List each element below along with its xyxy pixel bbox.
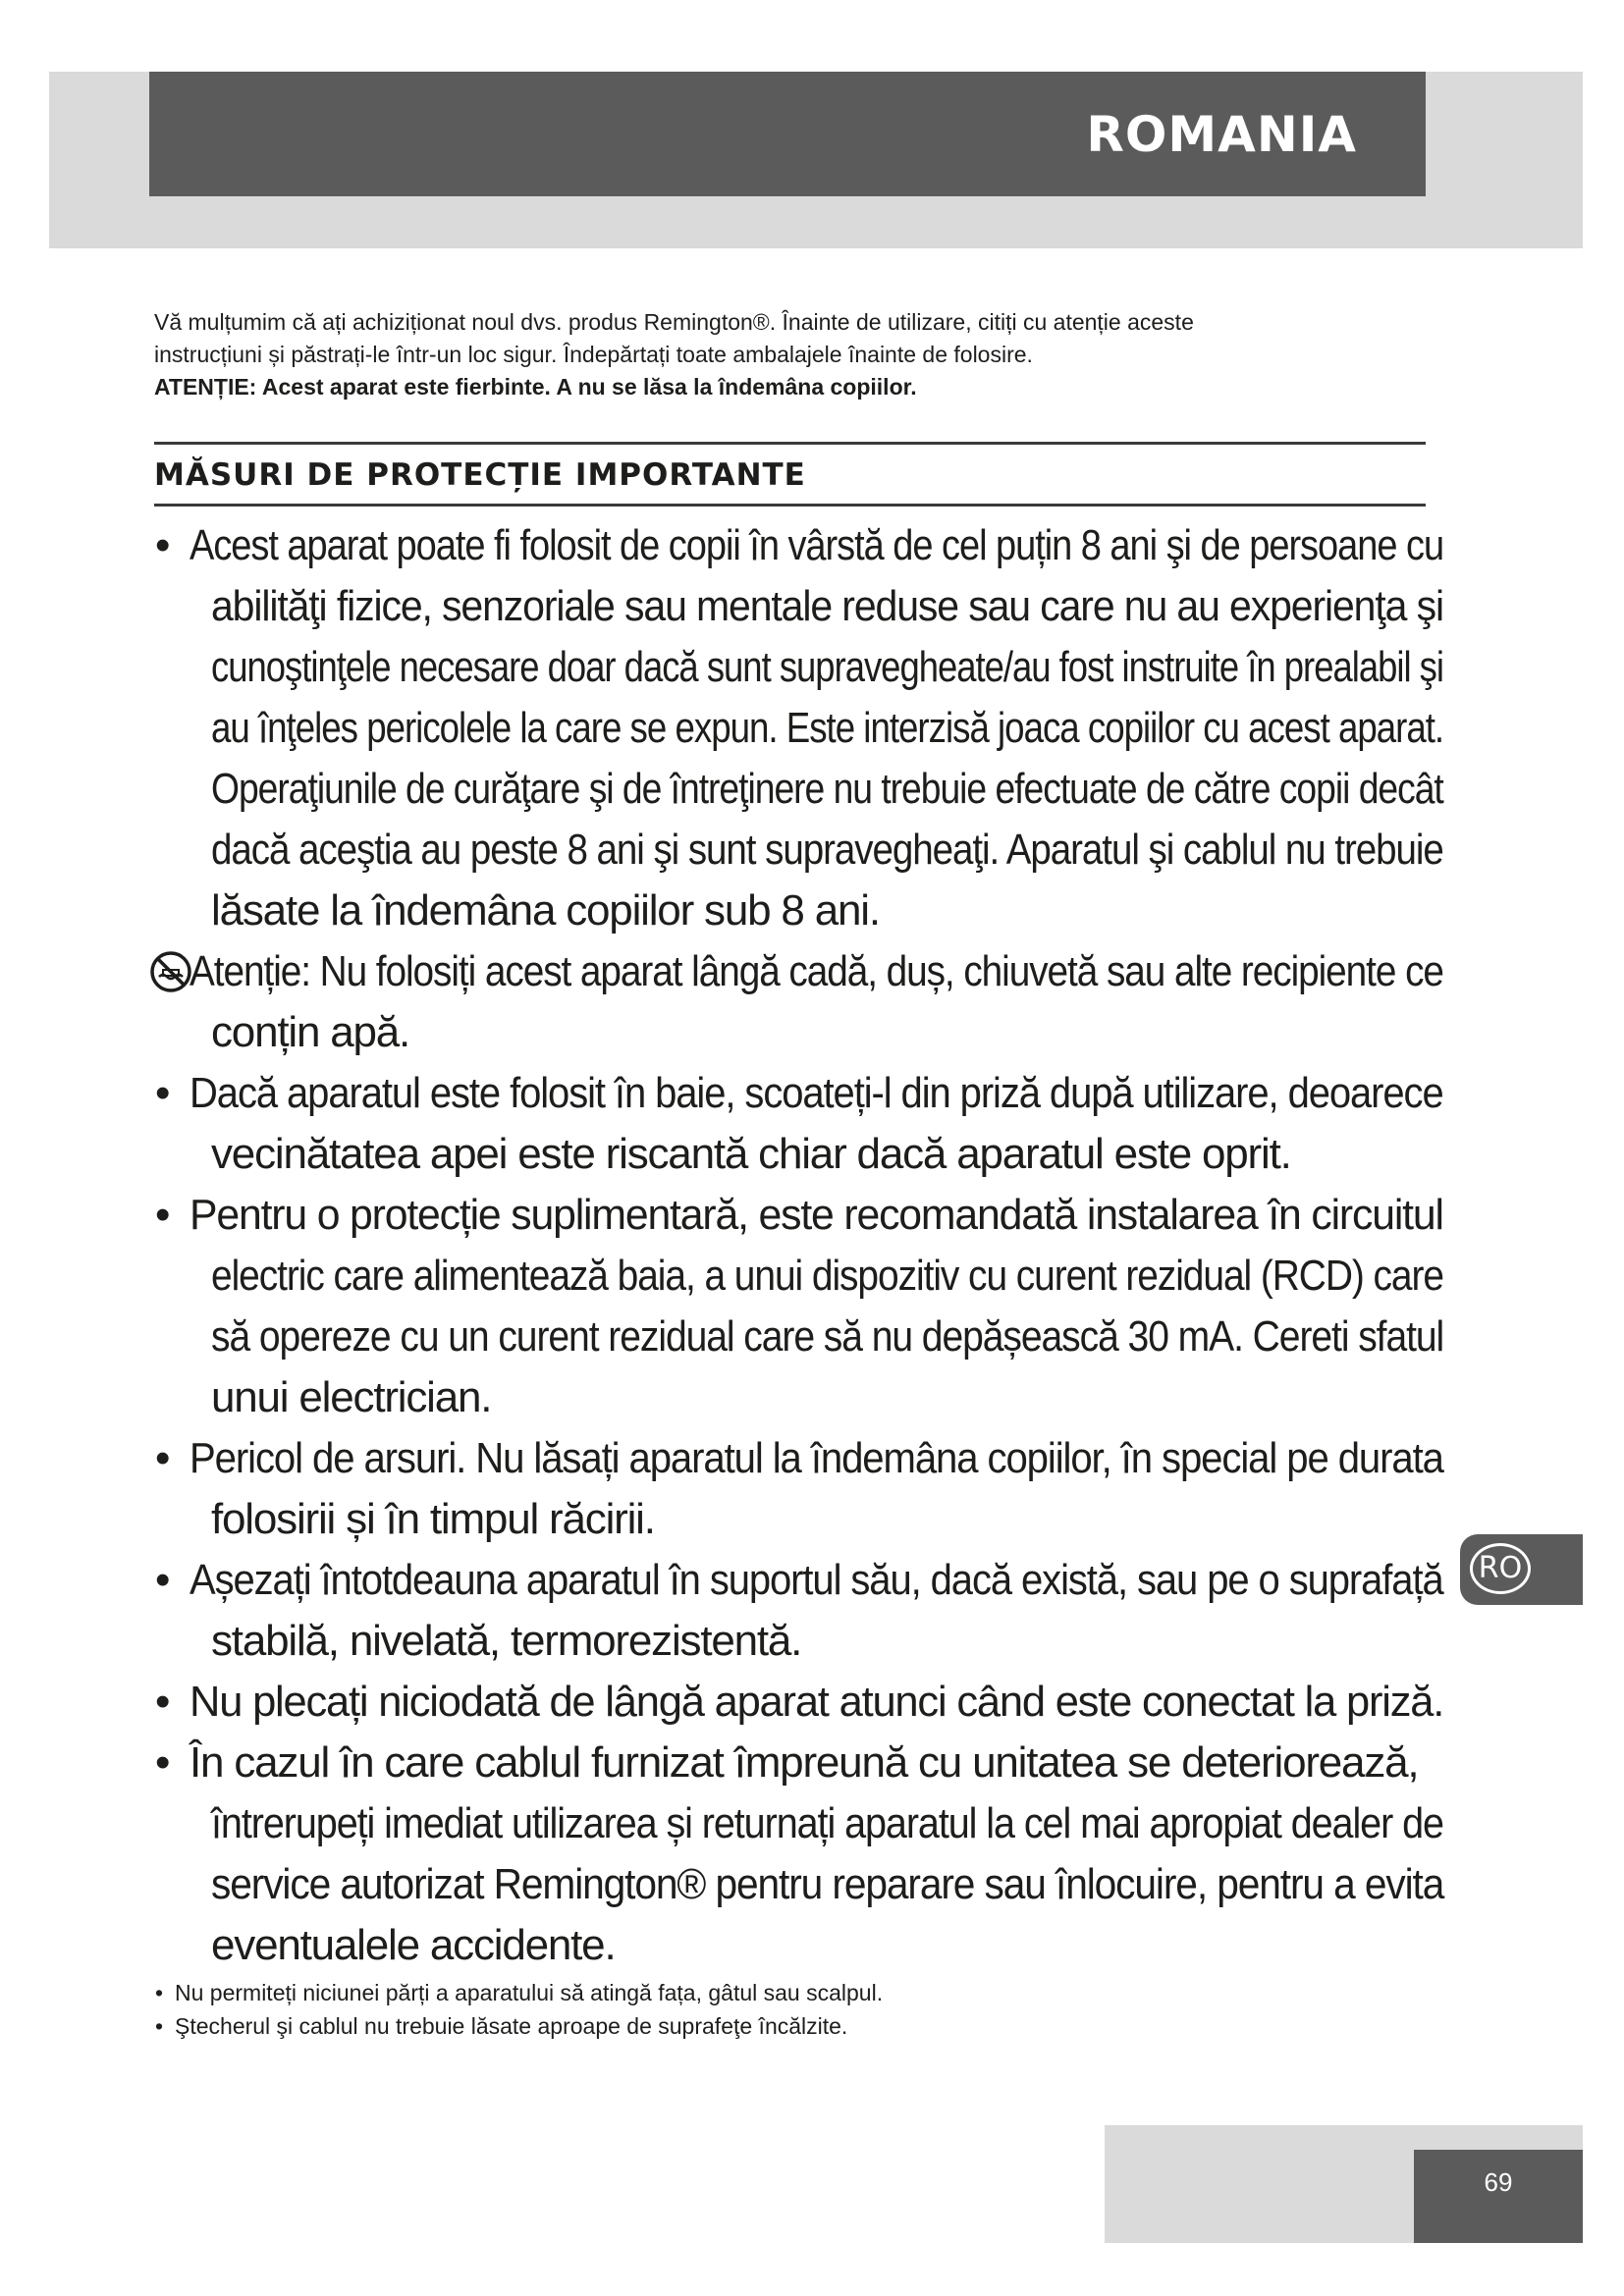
item-line: cunoştinţele necesare doar dacă sunt supravegheate/au fost instruite în prealabil şi — [211, 643, 1443, 691]
footer-box — [1414, 2150, 1583, 2243]
bullet-glyph: • — [155, 1678, 170, 1726]
section-rule-top — [154, 442, 1426, 445]
safety-list — [147, 515, 1443, 2043]
item-line: lăsate la îndemâna copiilor sub 8 ani. — [211, 886, 880, 934]
item-first-line: Acest aparat poate fi folosit de copii în vârstă de cel puțin 8 ani şi de persoane cu — [189, 521, 1444, 569]
item-first-line: Dacă aparatul este folosit în baie, scoateți-l din priză după utilizare, deoarece — [189, 1069, 1443, 1117]
item-line: electric care alimentează baia, a unui dispozitiv cu curent rezidual (RCD) care — [211, 1252, 1443, 1300]
item-line: au înţeles pericolele la care se expun. Este interzisă joaca copiilor cu acest aparat. — [211, 704, 1444, 752]
header-title: ROMANIA — [1086, 105, 1357, 163]
safety-item — [147, 1733, 1443, 1976]
item-line: abilităţi fizice, senzoriale sau mentale reduse sau care nu au experienţa şi — [211, 582, 1443, 630]
item-first-line: Atenție: Nu folosiți acest aparat lângă cadă, duș, chiuvetă sau alte recipiente ce — [189, 947, 1443, 995]
header-bar — [149, 72, 1426, 196]
page-number: 69 — [1484, 2167, 1513, 2197]
safety-item — [147, 1550, 1443, 1672]
item-first-line: În cazul în care cablul furnizat împreună cu unitatea se deteriorează, — [189, 1738, 1419, 1787]
note-text: Nu permiteți niciunei părți a aparatului să atingă fața, gâtul sau scalpul. — [175, 1980, 884, 2005]
item-line: vecinătatea apei este riscantă chiar dacă aparatul este oprit. — [211, 1130, 1291, 1178]
safety-item — [147, 1063, 1443, 1185]
item-line: folosirii și în timpul răcirii. — [211, 1495, 655, 1543]
item-first-line: Pentru o protecție suplimentară, este recomandată instalarea în circuitul — [189, 1191, 1443, 1239]
bullet-glyph: • — [155, 1191, 170, 1239]
item-line: service autorizat Remington® pentru reparare sau înlocuire, pentru a evita — [211, 1860, 1444, 1908]
bullet-glyph: • — [155, 2013, 164, 2039]
section-title: MĂSURI DE PROTECȚIE IMPORTANTE — [154, 457, 806, 493]
item-line: Operaţiunile de curăţare şi de întreţinere nu trebuie efectuate de către copii decât — [211, 765, 1443, 813]
bullet-glyph: • — [155, 521, 170, 569]
intro-warning: ATENȚIE: Acest aparat este fierbinte. A nu se lăsa la îndemâna copiilor. — [154, 374, 917, 400]
intro-line-1: Vă mulțumim că ați achiziționat noul dvs. produs Remington®. Înainte de utilizare, citiți cu atenție aceste — [154, 309, 1194, 335]
item-line: să opereze cu un curent rezidual care să nu depășească 30 mA. Cereti sfatul — [211, 1312, 1444, 1361]
safety-item — [147, 1672, 1443, 1733]
intro-block — [154, 306, 1431, 403]
section-rule-bottom — [154, 504, 1426, 507]
language-tab — [1460, 1534, 1583, 1605]
note-item — [147, 2009, 1443, 2043]
item-line: conțin apă. — [211, 1008, 410, 1056]
bullet-glyph: • — [155, 1434, 170, 1482]
intro-line-2: instrucțiuni și păstrați-le într-un loc sigur. Îndepărtați toate ambalajele înainte de folosire. — [154, 342, 1033, 367]
safety-item — [147, 941, 1443, 1063]
bullet-glyph: • — [155, 1980, 164, 2005]
item-line: eventualele accidente. — [211, 1921, 616, 1969]
item-first-line: Pericol de arsuri. Nu lăsați aparatul la îndemâna copiilor, în special pe durata — [189, 1434, 1443, 1482]
note-text: Ştecherul şi cablul nu trebuie lăsate aproape de suprafeţe încălzite. — [175, 2013, 848, 2039]
language-badge: RO — [1470, 1543, 1531, 1594]
bullet-glyph: • — [155, 1738, 170, 1787]
bullet-glyph: • — [155, 1556, 170, 1604]
item-first-line: Așezați întotdeauna aparatul în suportul său, dacă există, sau pe o suprafață — [189, 1556, 1443, 1604]
item-line: dacă aceştia au peste 8 ani şi sunt supravegheaţi. Aparatul şi cablul nu trebuie — [211, 826, 1443, 874]
bullet-glyph: • — [155, 1069, 170, 1117]
safety-item — [147, 1185, 1443, 1428]
item-line: întrerupeți imediat utilizarea și returnați aparatul la cel mai apropiat dealer de — [211, 1799, 1443, 1847]
item-line: stabilă, nivelată, termorezistentă. — [211, 1617, 802, 1665]
no-water-icon — [149, 949, 192, 1010]
note-item — [147, 1976, 1443, 2009]
safety-item — [147, 1428, 1443, 1550]
safety-item — [147, 515, 1443, 941]
item-line: unui electrician. — [211, 1373, 492, 1421]
item-first-line: Nu plecați niciodată de lângă aparat atunci când este conectat la priză. — [189, 1678, 1444, 1726]
